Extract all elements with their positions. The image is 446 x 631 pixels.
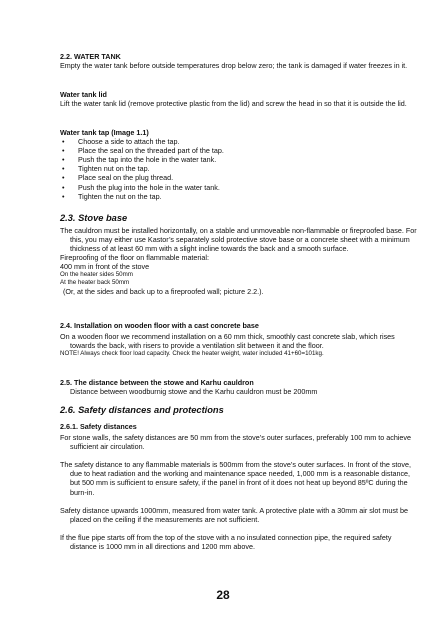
section-water-tank [60,52,418,70]
sides-distance-text: On the heater sides 50mm [60,271,133,279]
page-number: 28 [216,588,230,602]
safety-sub-heading: 2.6.1. Safety distances [60,422,137,431]
water-tank-tap-heading: Water tank tap (Image 1.1) [60,128,149,137]
list-item: • Place the seal on the threaded part of the tap. [60,146,418,155]
stove-base-heading: 2.3. Stove base [60,213,128,223]
safety-flammable-text: The safety distance to any flammable materials is 500mm from the stove’s outer surfaces. In front of the stove, due to heat radiation and the working and maintenance space needed, 1,000 mm is a reasonable distance, but 500 mm is sufficient to ensure safety, if the panel in front of it does not heat up beyond 85ºC during the burn-in. [60,460,412,497]
section-stove-base [60,213,418,297]
fireproof-wall-note: (Or, at the sides and back up to a fireproofed wall; picture 2.2.). [63,287,264,297]
section-karhu-distance [60,378,418,396]
list-item: • Place seal on the plug thread. [60,173,418,182]
section-wooden-floor [60,321,418,358]
list-item: • Tighten the nut on the tap. [60,192,418,201]
list-item: • Push the tap into the hole in the water tank. [60,155,418,164]
fireproofing-text: Fireproofing of the floor on flammable material: [60,253,210,263]
section-safety [60,405,418,551]
safety-upwards-text: Safety distance upwards 1000mm, measured from water tank. A protective plate with a 30mm air slot must be placed on the ceiling if the measurements are not sufficient. [60,505,408,524]
safety-stone-walls-text: For stone walls, the safety distances are 50 mm from the stove’s outer surfaces, preferably 100 mm to achieve sufficient air circulation. [60,433,412,452]
safety-heading: 2.6. Safety distances and protections [60,405,224,415]
wooden-floor-text: On a wooden floor we recommend installation on a 60 mm thick, smoothly cast concrete slab, which rises towards the back, with risers to provide a ventilation slit between it and the floor. [60,332,395,351]
section-water-tank-lid [60,90,418,108]
tap-steps-list [60,137,418,201]
floor-load-note: NOTE! Always check floor load capacity. Check the heater weight, water included 41+60=101kg. [60,350,324,358]
safety-flue-pipe-text: If the flue pipe starts off from the top of the stove with a no insulated connection pipe, the required safety distance is 1000 mm in all directions and 1200 mm above. [60,532,392,551]
list-item: • Choose a side to attach the tap. [60,137,418,146]
list-item: • Push the plug into the hole in the water tank. [60,183,418,192]
karhu-distance-heading: 2.5. The distance between the stowe and Karhu cauldron [60,378,254,387]
water-tank-lid-heading: Water tank lid [60,90,107,99]
water-tank-heading: 2.2. WATER TANK [60,52,121,61]
front-distance-text: 400 mm in front of the stove [60,262,150,272]
karhu-distance-text: Distance between woodburnig stowe and the Karhu cauldron must be 200mm [70,387,318,397]
stove-base-text: The cauldron must be installed horizontally, on a stable and unmoveable non-flammable or fireproofed base. For this, you may either use Kastor’s separately sold protective stove base or a concrete sheet with a minimum thickness of at least 60 mm with a slight incline towards the back and a smooth surface. [60,226,417,254]
wooden-floor-heading: 2.4. Installation on wooden floor with a cast concrete base [60,321,259,330]
list-item: • Tighten nut on the tap. [60,164,418,173]
back-distance-text: At the heater back 50mm [60,279,130,287]
section-water-tank-tap [60,128,418,201]
water-tank-text: Empty the water tank before outside temperatures drop below zero; the tank is damaged if water freezes in it. [60,61,408,71]
water-tank-lid-text: Lift the water tank lid (remove protective plastic from the lid) and screw the head in so that it is outside the lid. [60,99,407,109]
